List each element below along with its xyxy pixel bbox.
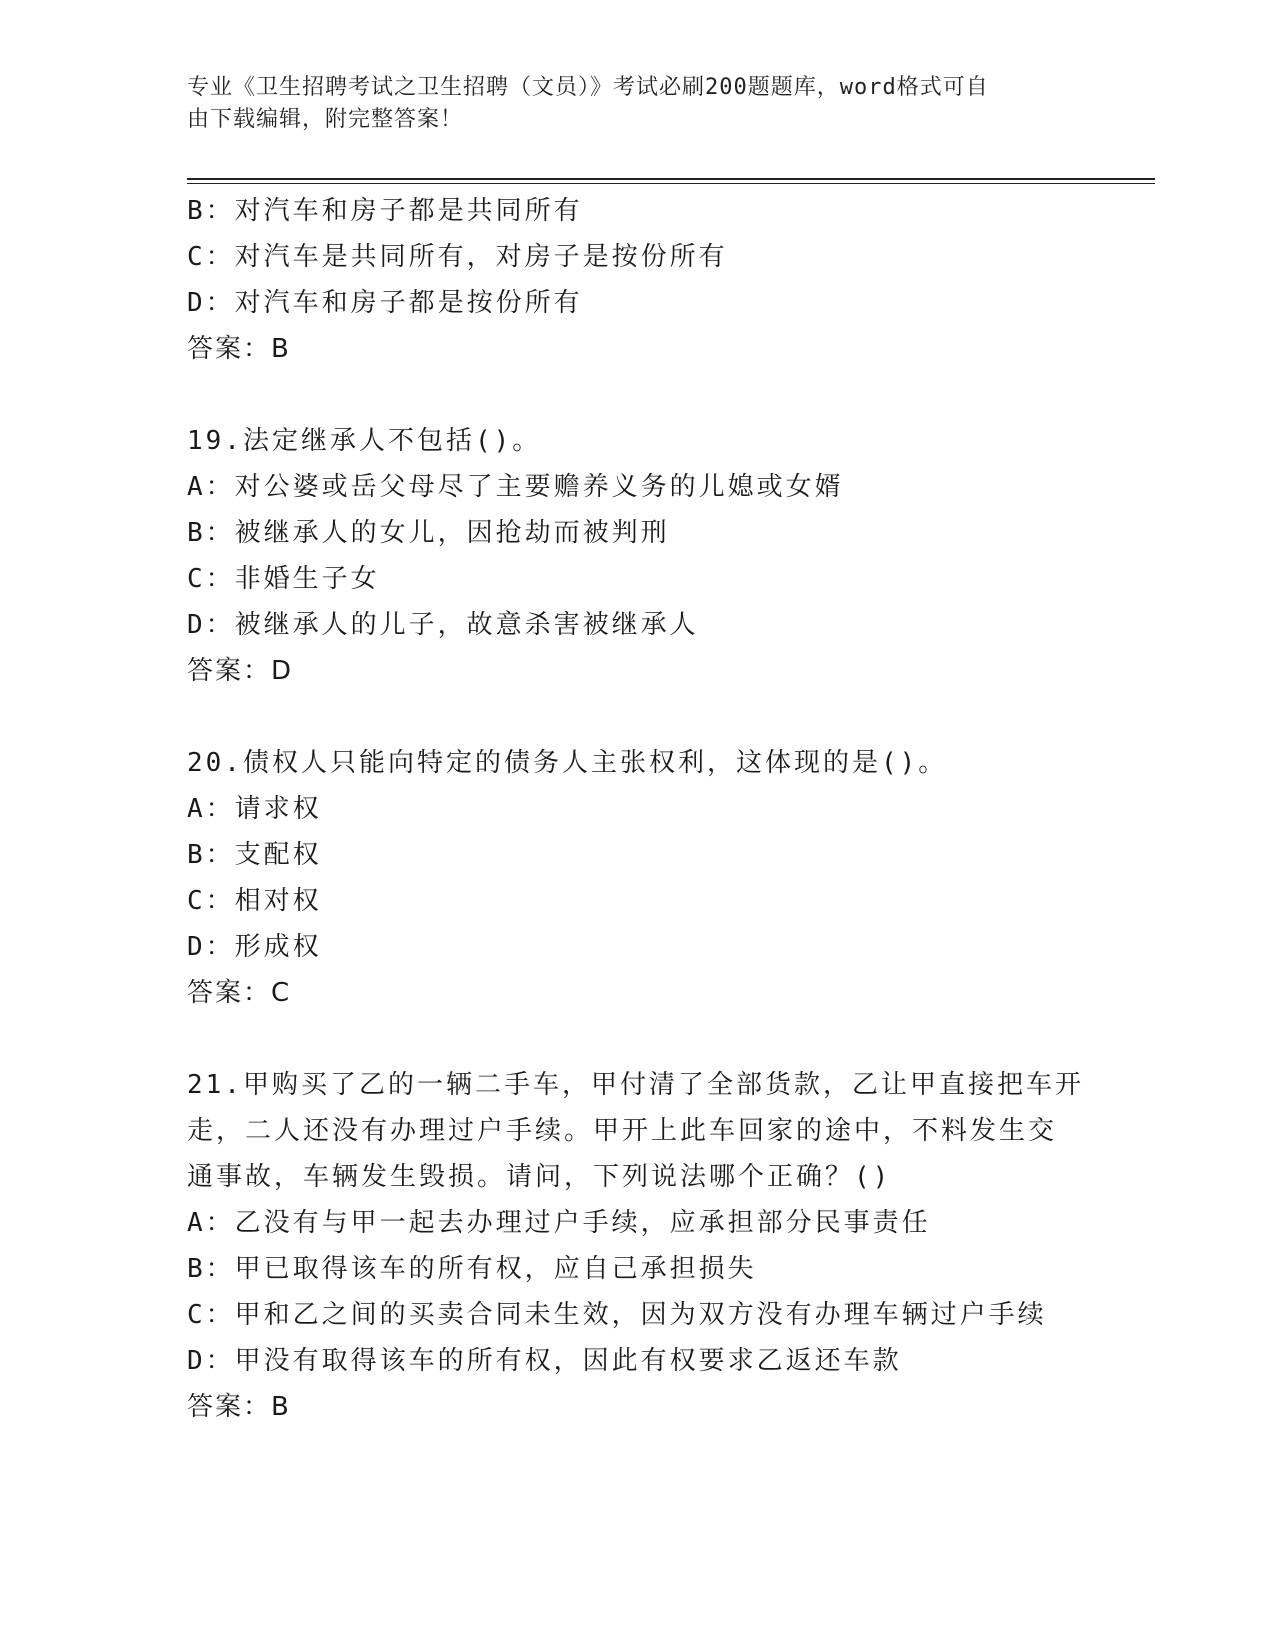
option-d: D：甲没有取得该车的所有权，因此有权要求乙返还车款 <box>187 1346 902 1376</box>
option-c: C：甲和乙之间的买卖合同未生效，因为双方没有办理车辆过户手续 <box>187 1300 1047 1330</box>
option-a: A：乙没有与甲一起去办理过户手续，应承担部分民事责任 <box>187 1208 931 1238</box>
option-b: B：甲已取得该车的所有权，应自己承担损失 <box>187 1254 757 1284</box>
question-stem: 走，二人还没有办理过户手续。甲开上此车回家的途中，不料发生交 <box>187 1116 1058 1146</box>
option-c: C：相对权 <box>187 886 322 916</box>
answer: 答案：B <box>187 334 291 364</box>
question-21 <box>187 1062 1087 1430</box>
header-line-1: 专业《卫生招聘考试之卫生招聘（文员）》考试必刷200题题库，word格式可自 <box>187 75 989 100</box>
header-line-2: 由下载编辑，附完整答案！ <box>187 107 464 132</box>
option-b: B：对汽车和房子都是共同所有 <box>187 196 583 226</box>
option-c: C：对汽车是共同所有，对房子是按份所有 <box>187 242 728 272</box>
option-b: B：支配权 <box>187 840 322 870</box>
option-b: B：被继承人的女儿，因抢劫而被判刑 <box>187 518 670 548</box>
header-divider-thick <box>187 178 1155 180</box>
answer: 答案：C <box>187 978 292 1008</box>
option-c: C：非婚生子女 <box>187 564 380 594</box>
question-stem: 20.债权人只能向特定的债务人主张权利，这体现的是()。 <box>187 748 948 778</box>
question-list <box>187 188 1087 1430</box>
option-a: A：请求权 <box>187 794 322 824</box>
answer: 答案：B <box>187 1392 291 1422</box>
option-d: D：对汽车和房子都是按份所有 <box>187 288 583 318</box>
spacer <box>187 694 1087 740</box>
spacer <box>187 1016 1087 1062</box>
document-header <box>187 72 1067 136</box>
answer: 答案：D <box>187 656 294 686</box>
spacer <box>187 372 1087 418</box>
question-stem: 通事故，车辆发生毁损。请问，下列说法哪个正确？() <box>187 1162 892 1192</box>
option-d: D：形成权 <box>187 932 322 962</box>
option-d: D：被继承人的儿子，故意杀害被继承人 <box>187 610 699 640</box>
question-19 <box>187 418 1087 694</box>
question-20 <box>187 740 1087 1016</box>
header-divider-thin <box>187 183 1155 184</box>
option-a: A：对公婆或岳父母尽了主要赡养义务的儿媳或女婿 <box>187 472 844 502</box>
question-stem: 19.法定继承人不包括()。 <box>187 426 542 456</box>
question-continued <box>187 188 1087 372</box>
question-stem: 21.甲购买了乙的一辆二手车，甲付清了全部货款，乙让甲直接把车开 <box>187 1070 1084 1100</box>
